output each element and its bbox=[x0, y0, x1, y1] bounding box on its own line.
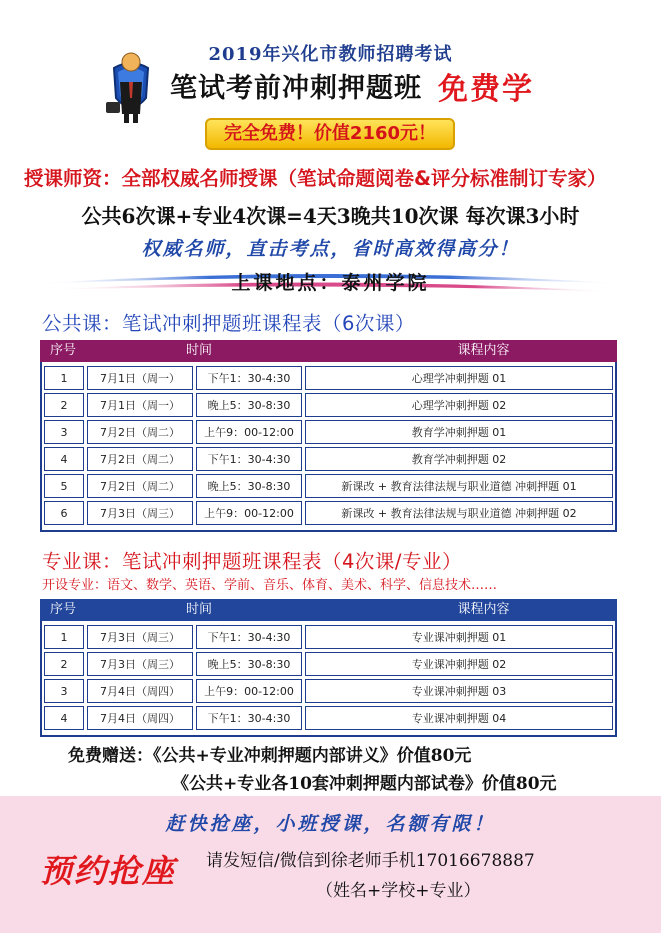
table-row bbox=[44, 474, 613, 498]
row-date: 7月3日（周三） bbox=[87, 625, 193, 649]
header-time: 时间 bbox=[185, 343, 212, 358]
book-seat-label: 预约抢座 bbox=[40, 852, 177, 890]
row-content: 心理学冲刺押题 01 bbox=[305, 366, 613, 390]
row-date: 7月3日（周三） bbox=[87, 501, 193, 525]
row-time: 下午1：30-4:30 bbox=[196, 447, 302, 471]
schedule-line: 公共6次课+专业4次课=4天3晚共10次课 每次课3小时 bbox=[81, 204, 580, 228]
table-row bbox=[44, 447, 613, 471]
major-course-title: 专业课：笔试冲刺押题班课程表（4次课/专业） bbox=[42, 550, 462, 573]
row-content: 新课改 + 教育法律法规与职业道德 冲刺押题 01 bbox=[305, 474, 613, 498]
row-date: 7月2日（周二） bbox=[87, 447, 193, 471]
row-no: 4 bbox=[44, 706, 84, 730]
row-time: 晚上5：30-8:30 bbox=[196, 652, 302, 676]
header-no: 序号 bbox=[50, 602, 77, 617]
row-content: 专业课冲刺押题 03 bbox=[305, 679, 613, 703]
table-header bbox=[40, 340, 617, 362]
row-no: 4 bbox=[44, 447, 84, 471]
row-time: 上午9：00-12:00 bbox=[196, 501, 302, 525]
contact-note: （姓名+学校+专业） bbox=[316, 881, 481, 901]
row-no: 5 bbox=[44, 474, 84, 498]
row-date: 7月4日（周四） bbox=[87, 706, 193, 730]
gift-line-2: 《公共+专业各10套冲刺押题内部试卷》价值80元 bbox=[172, 774, 557, 794]
row-content: 专业课冲刺押题 02 bbox=[305, 652, 613, 676]
contact-line: 请发短信/微信到徐老师手机17016678887 bbox=[206, 851, 535, 871]
gift-line-1: 免费赠送：《公共+专业冲刺押题内部讲义》价值80元 bbox=[68, 746, 472, 766]
row-no: 3 bbox=[44, 679, 84, 703]
banner-free-label: 免费学 bbox=[438, 72, 534, 107]
teachers-line: 授课师资：全部权威名师授课（笔试命题阅卷&评分标准制订专家） bbox=[24, 167, 607, 190]
header-no: 序号 bbox=[50, 343, 77, 358]
table-row bbox=[44, 652, 613, 676]
row-date: 7月2日（周二） bbox=[87, 474, 193, 498]
row-time: 上午9：00-12:00 bbox=[196, 420, 302, 444]
row-date: 7月2日（周二） bbox=[87, 420, 193, 444]
teacher-shield-logo bbox=[100, 48, 162, 124]
row-date: 7月1日（周一） bbox=[87, 393, 193, 417]
header-content: 课程内容 bbox=[457, 602, 510, 617]
public-course-title: 公共课：笔试冲刺押题班课程表（6次课） bbox=[42, 312, 415, 335]
row-date: 7月1日（周一） bbox=[87, 366, 193, 390]
header-content: 课程内容 bbox=[457, 343, 510, 358]
table-row bbox=[44, 501, 613, 525]
row-no: 1 bbox=[44, 366, 84, 390]
banner-title: 笔试考前冲刺押题班 bbox=[170, 73, 422, 104]
row-no: 3 bbox=[44, 420, 84, 444]
location-line: 上课地点：泰州学院 bbox=[231, 272, 430, 294]
row-content: 专业课冲刺押题 04 bbox=[305, 706, 613, 730]
row-no: 1 bbox=[44, 625, 84, 649]
row-no: 2 bbox=[44, 652, 84, 676]
slogan-line: 权威名师，直击考点，省时高效得高分！ bbox=[141, 238, 520, 260]
table-row bbox=[44, 706, 613, 730]
table-header bbox=[40, 599, 617, 621]
row-time: 下午1：30-4:30 bbox=[196, 366, 302, 390]
table-row bbox=[44, 420, 613, 444]
header-time: 时间 bbox=[185, 602, 212, 617]
table-row bbox=[44, 366, 613, 390]
row-content: 专业课冲刺押题 01 bbox=[305, 625, 613, 649]
row-no: 2 bbox=[44, 393, 84, 417]
table-row bbox=[44, 393, 613, 417]
row-date: 7月4日（周四） bbox=[87, 679, 193, 703]
value-badge: 完全免费！价值2160元！ bbox=[205, 118, 455, 150]
subjects-line: 开设专业：语文、数学、英语、学前、音乐、体育、美术、科学、信息技术…… bbox=[42, 578, 498, 593]
row-time: 下午1：30-4:30 bbox=[196, 625, 302, 649]
row-time: 上午9：00-12:00 bbox=[196, 679, 302, 703]
row-content: 心理学冲刺押题 02 bbox=[305, 393, 613, 417]
row-content: 教育学冲刺押题 02 bbox=[305, 447, 613, 471]
row-time: 晚上5：30-8:30 bbox=[196, 474, 302, 498]
row-date: 7月3日（周三） bbox=[87, 652, 193, 676]
major-course-table bbox=[40, 599, 617, 737]
row-time: 晚上5：30-8:30 bbox=[196, 393, 302, 417]
table-row bbox=[44, 625, 613, 649]
table-row bbox=[44, 679, 613, 703]
row-content: 教育学冲刺押题 01 bbox=[305, 420, 613, 444]
footer-slogan: 赶快抢座，小班授课，名额有限！ bbox=[165, 813, 496, 835]
row-no: 6 bbox=[44, 501, 84, 525]
exam-title: 2019年兴化市教师招聘考试 bbox=[208, 44, 453, 65]
row-content: 新课改 + 教育法律法规与职业道德 冲刺押题 02 bbox=[305, 501, 613, 525]
public-course-table bbox=[40, 340, 617, 532]
row-time: 下午1：30-4:30 bbox=[196, 706, 302, 730]
